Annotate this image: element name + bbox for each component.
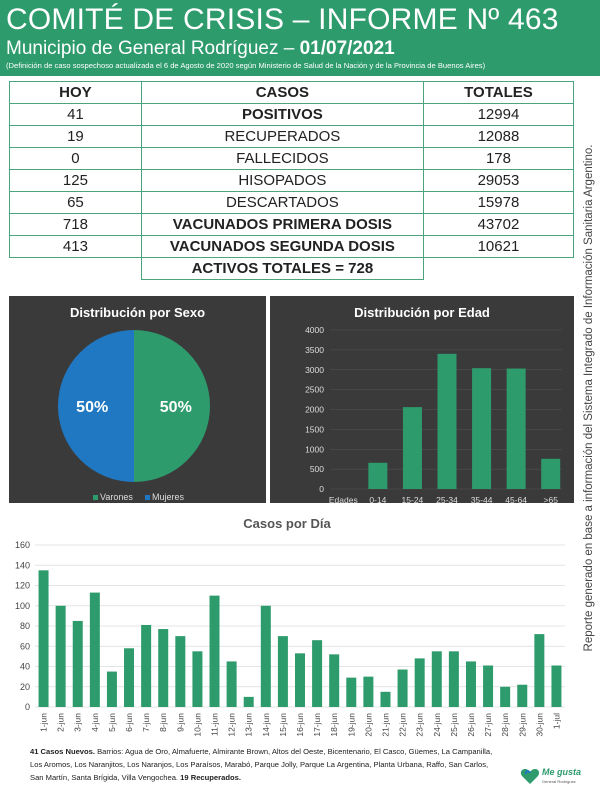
x-tick-label: 5-jun [106,713,117,732]
x-tick-label: 21-jun [380,713,391,737]
x-axis-label: Edades [328,495,358,505]
totales-cell: 178 [423,148,573,170]
daily-bar-3-jun [73,621,83,707]
daily-bar-15-jun [278,636,288,707]
x-tick-label: 2-jun [55,713,66,732]
me-gusta-logo [516,762,582,790]
header-totales: TOTALES [423,82,573,104]
daily-bar-7-jun [141,625,151,707]
x-tick-label: 4-jun [89,713,100,732]
y-tick-label: 3500 [305,344,324,355]
daily-chart-title: Casos por Día [243,516,331,531]
casos-cell: DESCARTADOS [141,192,423,214]
x-tick-label: 25-jun [448,713,459,737]
side-note [578,120,600,675]
table-row [10,214,574,236]
daily-bar-26-jun [466,661,476,707]
x-tick-label: 17-jun [312,713,323,737]
daily-bar-20-jun [363,677,373,707]
daily-bar-17-jun [312,640,322,707]
casos-cell: VACUNADOS PRIMERA DOSIS [141,214,423,236]
y-tick-label: 100 [14,600,30,611]
side-note-text: Reporte generado en base a información del Sistema Integrado de Información Sanitaria Argentino. [583,144,595,651]
age-chart-panel [270,296,574,503]
x-tick-label: 9-jun [175,713,186,732]
age-bar-45-64 [507,369,526,489]
age-bar-0-14 [368,463,387,489]
x-tick-label: 28-jun [500,713,511,737]
y-tick-label: 0 [319,484,324,494]
totales-cell: 43702 [423,214,573,236]
x-tick-label: 12-jun [226,713,237,737]
x-tick-label: 13-jun [243,713,254,737]
casos-cell: HISOPADOS [141,170,423,192]
y-tick-label: 40 [19,661,30,672]
y-tick-label: 4000 [305,325,324,335]
y-tick-label: 120 [14,580,30,591]
x-tick-label: 25-34 [436,495,458,505]
table-row [10,192,574,214]
municipality-label: Municipio de General Rodríguez – [6,38,300,59]
y-tick-label: 500 [309,464,324,475]
report-subtitle [6,38,395,60]
x-tick-label: 22-jun [397,713,408,737]
y-tick-label: 160 [14,540,30,550]
x-tick-label: 10-jun [192,713,203,737]
hoy-cell: 41 [10,104,142,126]
new-cases-count: 41 Casos Nuevos. [30,747,95,756]
age-bar-25-34 [438,354,457,489]
legend-swatch [93,495,98,500]
daily-bar-8-jun [158,629,168,707]
daily-bar-18-jun [329,654,339,707]
x-tick-label: 23-jun [414,713,425,737]
daily-bar-19-jun [346,678,356,707]
daily-bar-9-jun [175,636,185,707]
header-casos: CASOS [141,82,423,104]
daily-bar-28-jun [500,687,510,707]
y-tick-label: 1500 [305,424,324,435]
y-tick-label: 2500 [305,384,324,395]
daily-bar-2-jun [56,606,66,707]
x-tick-label: 16-jun [295,713,305,737]
x-tick-label: 7-jun [141,713,152,732]
x-tick-label: 14-jun [260,713,271,737]
daily-bar-23-jun [415,658,425,707]
definition-note: (Definición de caso sospechoso actualizada el 6 de Agosto de 2020 según Ministerio de Salud de la Nación y de la Provincia de Buenos Aires) [6,61,486,70]
y-tick-label: 140 [14,560,30,571]
daily-bar-22-jun [398,670,408,707]
hoy-cell: 65 [10,192,142,214]
x-tick-label: 27-jun [483,713,494,737]
x-tick-label: >65 [543,495,558,505]
age-bar-chart [270,296,574,503]
daily-bar-1-jun [39,570,49,707]
daily-bar-6-jun [124,648,134,707]
barrios-list: Barrios: Agua de Oro, Almafuerte, Almirante Brown, Altos del Oeste, Bicentenario, El Casco, Güemes, La Campanilla, Los Aromos, Los Naranjitos, Los Naranjos, Los Paraísos, Marabó, Parque Jolly, Parque La Argentina, Planta Urbana, Raffo, San Carlos, San Martín, Santa Brígida, Villa Vengochea. [30,747,493,782]
hoy-cell: 718 [10,214,142,236]
x-tick-label: 1-jun [38,713,49,732]
hoy-cell: 0 [10,148,142,170]
legend-label: Varones [100,492,133,502]
daily-bar-24-jun [432,651,442,707]
pie-slice-label: 50% [76,399,109,416]
daily-bar-12-jun [227,661,237,707]
daily-bar-21-jun [380,692,390,707]
daily-bar-14-jun [261,606,271,707]
table-header-row [10,82,574,104]
footer-text [30,745,500,784]
daily-bar-10-jun [192,651,202,707]
casos-cell: POSITIVOS [141,104,423,126]
x-tick-label: 3-jun [72,713,83,732]
hoy-cell: 125 [10,170,142,192]
x-tick-label: 15-jun [277,713,288,737]
x-tick-label: 30-jun [534,713,545,737]
y-tick-label: 60 [19,641,30,652]
x-tick-label: 19-jun [346,713,357,737]
legend-label: Mujeres [152,492,185,502]
report-title: COMITÉ DE CRISIS – INFORME Nº 463 [6,3,559,36]
logo-subtext: General Rodríguez [542,779,576,784]
age-bar->65 [541,459,560,489]
daily-cases-chart [0,514,575,746]
y-tick-label: 0 [24,702,30,712]
cases-table [9,81,574,280]
daily-bar-11-jun [210,596,220,707]
x-tick-label: 6-jun [124,713,135,732]
table-row [10,236,574,258]
x-tick-label: 11-jun [209,713,220,736]
casos-cell: VACUNADOS SEGUNDA DOSIS [141,236,423,258]
x-tick-label: 8-jun [158,713,169,732]
casos-cell: RECUPERADOS [141,126,423,148]
x-tick-label: 0-14 [369,495,387,505]
pie-slice-label: 50% [159,399,192,416]
y-tick-label: 80 [19,621,30,631]
daily-bar-16-jun [295,653,305,707]
x-tick-label: 29-jun [517,713,528,737]
daily-bar-29-jun [517,685,527,707]
casos-cell: FALLECIDOS [141,148,423,170]
activos-total: ACTIVOS TOTALES = 728 [141,258,423,280]
daily-bar-4-jun [90,593,100,707]
daily-bar-25-jun [449,651,459,707]
table-row [10,148,574,170]
daily-bar-30-jun [534,634,544,707]
daily-bar-27-jun [483,665,493,707]
report-date: 01/07/2021 [299,38,395,59]
recovered-count: 19 Recuperados. [180,773,241,782]
hoy-cell: 413 [10,236,142,258]
sex-pie-chart [9,296,266,503]
daily-bar-1-jul [551,665,561,707]
x-tick-label: 24-jun [431,713,442,737]
totales-cell: 12994 [423,104,573,126]
x-tick-label: 45-64 [505,495,528,505]
x-tick-label: 15-24 [401,495,424,505]
totales-cell: 29053 [423,170,573,192]
x-tick-label: 35-44 [470,495,493,505]
totales-cell: 15978 [423,192,573,214]
activos-row [10,258,574,280]
x-tick-label: 20-jun [363,713,374,737]
y-tick-label: 1000 [305,444,324,455]
sex-chart-panel [9,296,266,503]
x-tick-label: 26-jun [465,713,476,737]
x-tick-label: 18-jun [329,713,340,737]
age-bar-15-24 [403,407,422,489]
table-row [10,126,574,148]
y-tick-label: 20 [19,681,30,692]
table-row [10,104,574,126]
x-tick-label: 1-jul [551,713,562,730]
age-bar-35-44 [472,368,491,489]
daily-bar-5-jun [107,672,117,707]
hoy-cell: 19 [10,126,142,148]
y-tick-label: 3000 [305,364,324,375]
legend-swatch [145,495,150,500]
y-tick-label: 2000 [305,404,324,415]
totales-cell: 12088 [423,126,573,148]
logo-text: Me gusta [542,767,582,777]
sex-chart-title: Distribución por Sexo [69,305,206,320]
totales-cell: 10621 [423,236,573,258]
age-chart-title: Distribución por Edad [354,305,490,320]
report-header [0,0,600,76]
daily-bar-13-jun [244,697,254,707]
header-hoy: HOY [10,82,142,104]
table-row [10,170,574,192]
